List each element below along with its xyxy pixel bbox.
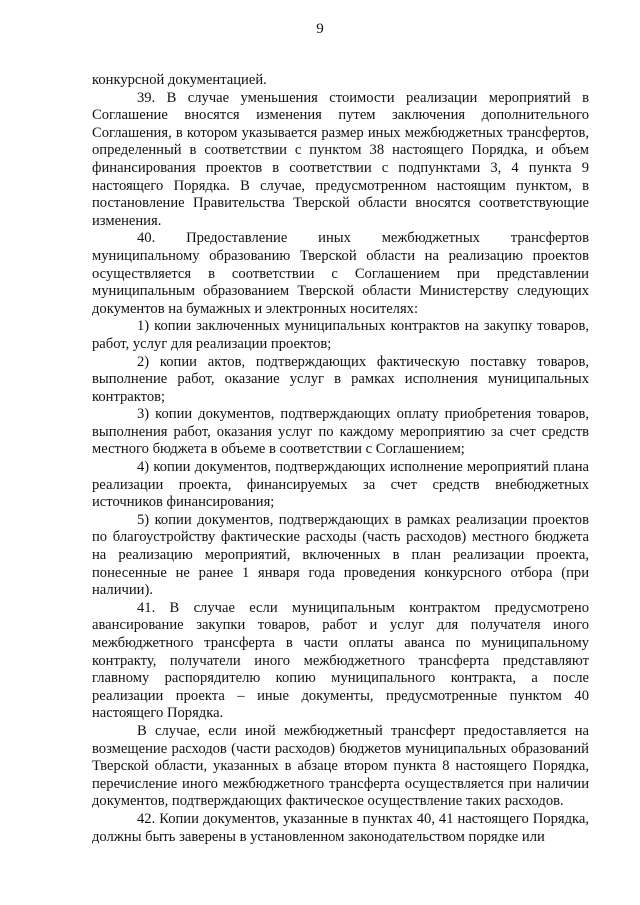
paragraph-continuation: конкурсной документацией. [92, 72, 267, 88]
paragraph-42: 42. Копии документов, указанные в пунктах 40, 41 настоящего Порядка, должны быть заверены в установленном законодательством порядке или [92, 810, 589, 845]
list-item-40-1: 1) копии заключенных муниципальных контрактов на закупку товаров, работ, услуг для реализации проектов; [92, 318, 589, 352]
page-number: 9 [316, 21, 324, 37]
list-item-40-3: 3) копии документов, подтверждающих оплату приобретения товаров, выполнения работ, оказания услуг по каждому мероприятию за счет средств местного бюджета в объеме в соответствии с Соглашением; [92, 406, 589, 458]
body-text [92, 72, 589, 846]
paragraph-41: 41. В случае если муниципальным контрактом предусмотрено авансирование закупки товаров, работ и услуг для получателя иного межбюджетного трансферта в части оплаты аванса по муниципальному контракту, получатели иного межбюджетного трансферта представляют главному распорядителю копию муниципального контракта, а после реализации проекта – иные документы, предусмотренные пунктом 40 настоящего Порядка. [92, 599, 589, 722]
paragraph-40: 40. Предоставление иных межбюджетных трансфертов муниципальному образованию Тверской области на реализацию проектов осуществляется в соответствии с Соглашением при представлении муниципальным образованием Тверской области Министерству следующих документов на бумажных и электронных носителях: [92, 230, 589, 317]
list-item-40-5: 5) копии документов, подтверждающих в рамках реализации проектов по благоустройству фактические расходы (часть расходов) местного бюджета на реализацию мероприятий, включенных в план реализации проекта, понесенные не ранее 1 января года проведения конкурсного отбора (при наличии). [92, 511, 589, 599]
paragraph-41-second: В случае, если иной межбюджетный трансферт предоставляется на возмещение расходов (части расходов) бюджетов муниципальных образований Тверской области, указанных в абзаце втором пункта 8 настоящего Порядка, перечисление иного межбюджетного трансферта осуществляется при наличии документов, подтверждающих фактическое осуществление таких расходов. [92, 722, 589, 810]
list-item-40-4: 4) копии документов, подтверждающих исполнение мероприятий плана реализации проекта, финансируемых за счет средств внебюджетных источников финансирования; [92, 459, 589, 511]
list-item-40-2: 2) копии актов, подтверждающих фактическую поставку товаров, выполнение работ, оказание услуг в рамках исполнения муниципальных контрактов; [92, 353, 589, 405]
paragraph-39: 39. В случае уменьшения стоимости реализации мероприятий в Соглашение вносятся изменения путем заключения дополнительного Соглашения, в котором указывается размер иных межбюджетных трансфертов, определенный в соответствии с пунктом 38 настоящего Порядка, и объем финансирования проектов в соответствии с подпунктами 3, 4 пункта 9 настоящего Порядка. В случае, предусмотренном настоящим пунктом, в постановление Правительства Тверской области вносятся соответствующие изменения. [92, 89, 589, 229]
